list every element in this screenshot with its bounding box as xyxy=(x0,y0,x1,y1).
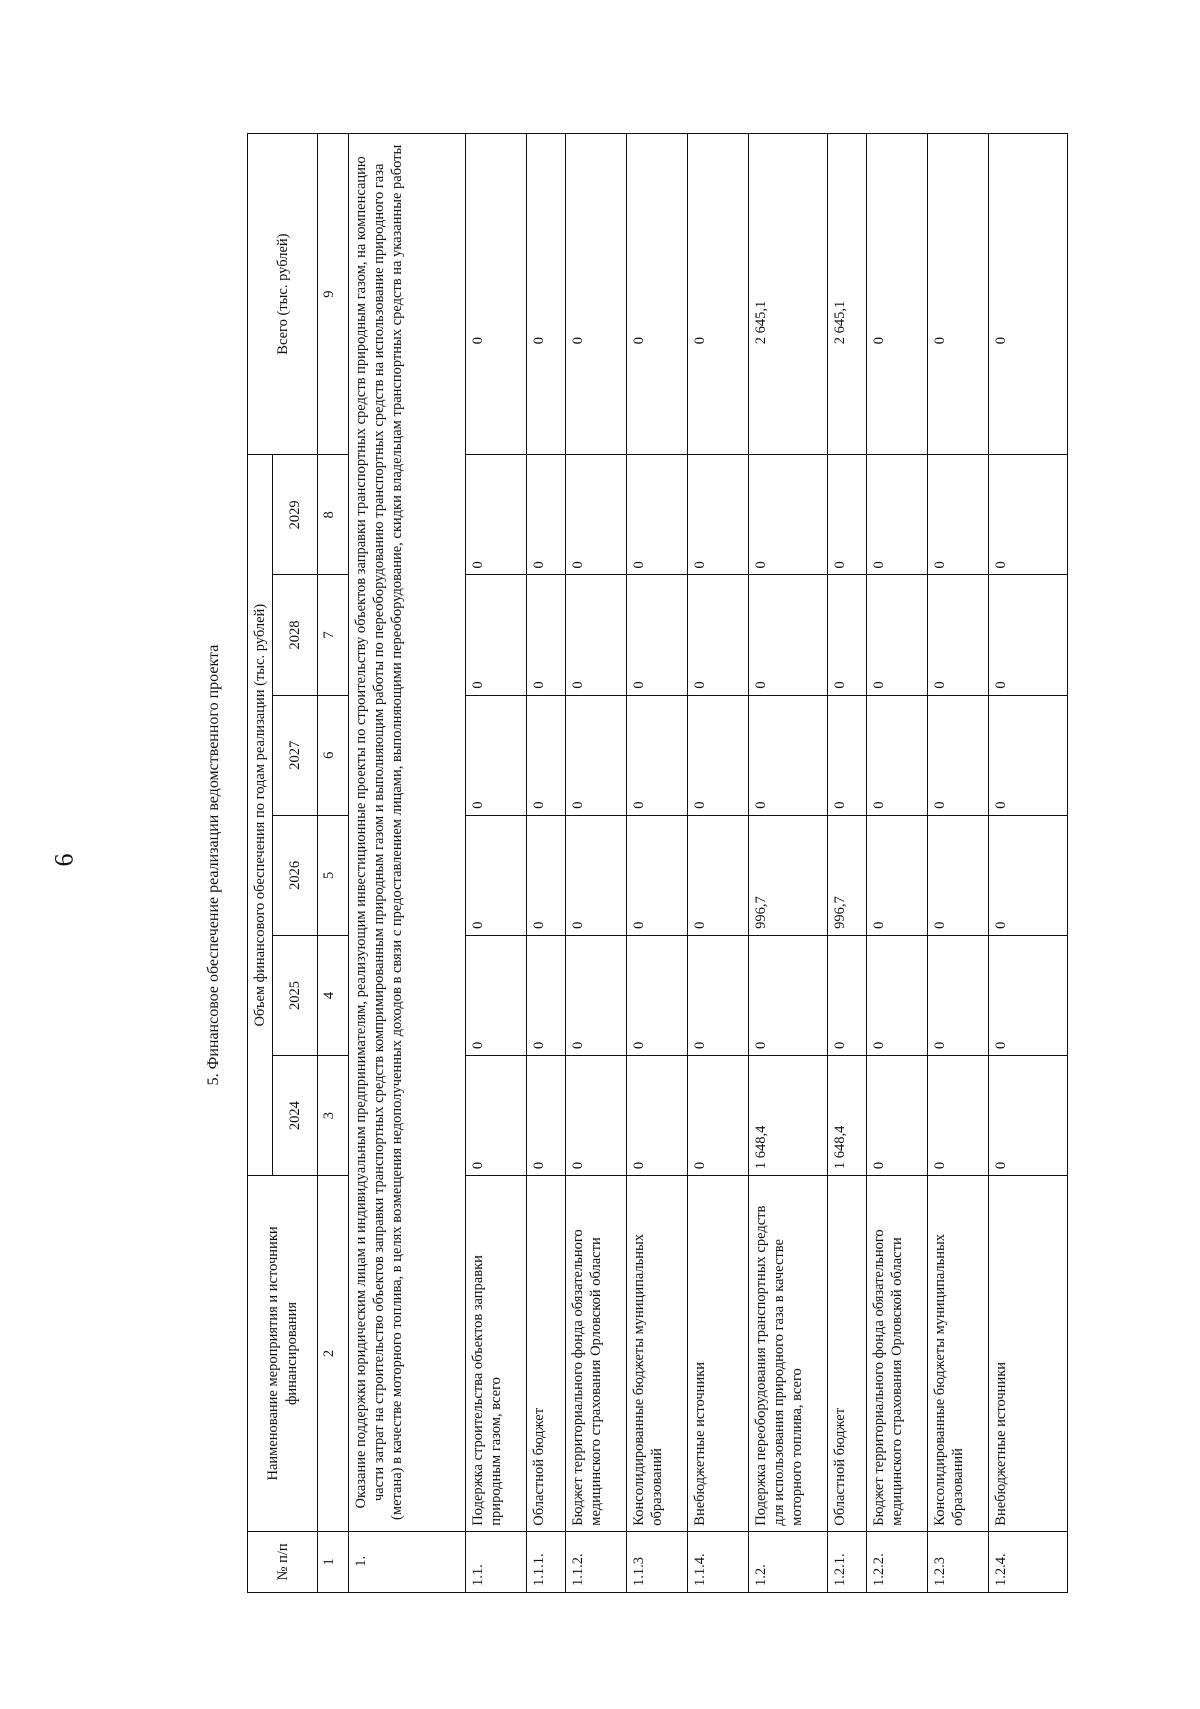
header-name: Наименование мероприятия и источники финансирования xyxy=(248,1176,318,1532)
row-name: Бюджет территориального фонда обязательного медицинского страхования Орловской области xyxy=(566,1176,627,1532)
header-year: 2029 xyxy=(273,455,318,575)
column-number: 5 xyxy=(318,815,349,935)
header-year: 2028 xyxy=(273,575,318,695)
row-year-value: 0 xyxy=(688,695,749,815)
row-year-value: 0 xyxy=(688,455,749,575)
row-name: Консолидированные бюджеты муниципальных образований xyxy=(627,1176,688,1532)
column-number: 4 xyxy=(318,935,349,1055)
row-year-value: 0 xyxy=(867,575,928,695)
row-year-value: 0 xyxy=(867,455,928,575)
row-year-value: 996,7 xyxy=(828,815,867,935)
row-year-value: 1 648,4 xyxy=(828,1056,867,1176)
table-row xyxy=(749,134,828,1593)
row-name: Областной бюджет xyxy=(527,1176,566,1532)
row-year-value: 0 xyxy=(989,815,1068,935)
row-total: 2 645,1 xyxy=(828,134,867,455)
row-year-value: 0 xyxy=(688,935,749,1055)
column-number: 6 xyxy=(318,695,349,815)
column-number: 7 xyxy=(318,575,349,695)
table-row xyxy=(527,134,566,1593)
section-row xyxy=(349,134,466,1593)
row-year-value: 0 xyxy=(627,695,688,815)
row-name: Областной бюджет xyxy=(828,1176,867,1532)
row-year-value: 0 xyxy=(527,935,566,1055)
row-year-value: 0 xyxy=(466,935,527,1055)
row-year-value: 0 xyxy=(566,935,627,1055)
column-number: 2 xyxy=(318,1176,349,1532)
row-year-value: 0 xyxy=(928,695,989,815)
row-number: 1.2. xyxy=(749,1531,828,1592)
table-row xyxy=(928,134,989,1593)
row-year-value: 0 xyxy=(466,455,527,575)
row-year-value: 0 xyxy=(627,935,688,1055)
row-year-value: 0 xyxy=(466,1056,527,1176)
row-name: Консолидированные бюджеты муниципальных образований xyxy=(928,1176,989,1532)
row-name: Внебюджетные источники xyxy=(989,1176,1068,1532)
row-year-value: 0 xyxy=(928,575,989,695)
row-year-value: 0 xyxy=(566,575,627,695)
row-year-value: 0 xyxy=(466,815,527,935)
column-number: 9 xyxy=(318,134,349,455)
section-description: Оказание поддержки юридическим лицам и индивидуальным предпринимателям, реализующим инвестиционные проекты по строительству объектов заправки транспортных средств природным газом, на компенсацию части затрат на строительство объектов заправки транспортных средств компримированным природным газом и выполняющим работы по переоборудованию транспортных средств на использование природного газа (метана) в качестве моторного топлива, в целях возмещения недополученных доходов в связи с предоставлением лицами, выполняющими переоборудование, скидки владельцам транспортных средств на указанные работы xyxy=(349,134,466,1532)
row-number: 1.1. xyxy=(466,1531,527,1592)
row-year-value: 0 xyxy=(527,1056,566,1176)
row-year-value: 0 xyxy=(928,815,989,935)
row-year-value: 0 xyxy=(627,815,688,935)
row-year-value: 0 xyxy=(828,455,867,575)
page-number: 6 xyxy=(49,853,79,867)
row-year-value: 0 xyxy=(928,455,989,575)
row-year-value: 0 xyxy=(527,695,566,815)
row-year-value: 0 xyxy=(688,1056,749,1176)
row-name: Внебюджетные источники xyxy=(688,1176,749,1532)
row-year-value: 0 xyxy=(749,575,828,695)
table-row xyxy=(989,134,1068,1593)
row-total: 0 xyxy=(989,134,1068,455)
rotated-page-content xyxy=(195,125,1010,1605)
column-number: 3 xyxy=(318,1056,349,1176)
row-total: 0 xyxy=(566,134,627,455)
row-year-value: 0 xyxy=(527,575,566,695)
row-year-value: 0 xyxy=(867,695,928,815)
row-year-value: 0 xyxy=(527,455,566,575)
header-year: 2024 xyxy=(273,1056,318,1176)
row-year-value: 0 xyxy=(828,695,867,815)
header-num: № п/п xyxy=(248,1531,318,1592)
row-year-value: 0 xyxy=(989,455,1068,575)
row-year-value: 0 xyxy=(688,575,749,695)
row-year-value: 0 xyxy=(867,815,928,935)
row-year-value: 996,7 xyxy=(749,815,828,935)
row-year-value: 0 xyxy=(749,455,828,575)
row-year-value: 0 xyxy=(627,455,688,575)
row-total: 0 xyxy=(627,134,688,455)
row-year-value: 0 xyxy=(989,575,1068,695)
column-numbers-row xyxy=(318,134,349,1593)
row-total: 0 xyxy=(527,134,566,455)
header-total: Всего (тыс. рублей) xyxy=(248,134,318,455)
row-year-value: 0 xyxy=(527,815,566,935)
row-year-value: 0 xyxy=(566,695,627,815)
row-name: Подержка переоборудования транспортных средств для использования природного газа в качестве моторного топлива, всего xyxy=(749,1176,828,1532)
row-year-value: 0 xyxy=(928,935,989,1055)
row-year-value: 0 xyxy=(566,815,627,935)
row-year-value: 0 xyxy=(566,455,627,575)
table-row xyxy=(688,134,749,1593)
table-row xyxy=(867,134,928,1593)
table-row xyxy=(566,134,627,1593)
row-number: 1.2.1. xyxy=(828,1531,867,1592)
row-year-value: 0 xyxy=(828,575,867,695)
row-year-value: 0 xyxy=(749,695,828,815)
row-year-value: 0 xyxy=(466,575,527,695)
row-name: Подержка строительства объектов заправки природным газом, всего xyxy=(466,1176,527,1532)
row-total: 0 xyxy=(928,134,989,455)
section-number: 1. xyxy=(349,1531,466,1592)
row-year-value: 0 xyxy=(627,575,688,695)
row-year-value: 0 xyxy=(749,935,828,1055)
row-year-value: 0 xyxy=(989,1056,1068,1176)
row-number: 1.2.3 xyxy=(928,1531,989,1592)
header-years-group: Объем финансового обеспечения по годам реализации (тыс. рублей) xyxy=(248,455,273,1176)
table-row xyxy=(627,134,688,1593)
row-number: 1.1.4. xyxy=(688,1531,749,1592)
row-total: 0 xyxy=(466,134,527,455)
row-number: 1.1.1. xyxy=(527,1531,566,1592)
row-year-value: 0 xyxy=(466,695,527,815)
row-year-value: 0 xyxy=(928,1056,989,1176)
header-year: 2027 xyxy=(273,695,318,815)
row-year-value: 0 xyxy=(867,935,928,1055)
table-row xyxy=(828,134,867,1593)
column-number: 8 xyxy=(318,455,349,575)
row-number: 1.1.2. xyxy=(566,1531,627,1592)
row-year-value: 0 xyxy=(867,1056,928,1176)
row-total: 0 xyxy=(688,134,749,455)
row-number: 1.1.3 xyxy=(627,1531,688,1592)
row-year-value: 0 xyxy=(828,935,867,1055)
row-year-value: 0 xyxy=(688,815,749,935)
column-number: 1 xyxy=(318,1531,349,1592)
header-year: 2025 xyxy=(273,935,318,1055)
row-name: Бюджет территориального фонда обязательного медицинского страхования Орловской области xyxy=(867,1176,928,1532)
row-number: 1.2.4. xyxy=(989,1531,1068,1592)
row-year-value: 1 648,4 xyxy=(749,1056,828,1176)
row-year-value: 0 xyxy=(627,1056,688,1176)
row-total: 2 645,1 xyxy=(749,134,828,455)
row-total: 0 xyxy=(867,134,928,455)
financing-table xyxy=(247,133,1068,1593)
header-row-1 xyxy=(248,134,273,1593)
row-year-value: 0 xyxy=(989,695,1068,815)
row-year-value: 0 xyxy=(989,935,1068,1055)
row-number: 1.2.2. xyxy=(867,1531,928,1592)
table-row xyxy=(466,134,527,1593)
document-title: 5. Финансовое обеспечение реализации ведомственного проекта xyxy=(205,644,222,1086)
row-year-value: 0 xyxy=(566,1056,627,1176)
header-year: 2026 xyxy=(273,815,318,935)
